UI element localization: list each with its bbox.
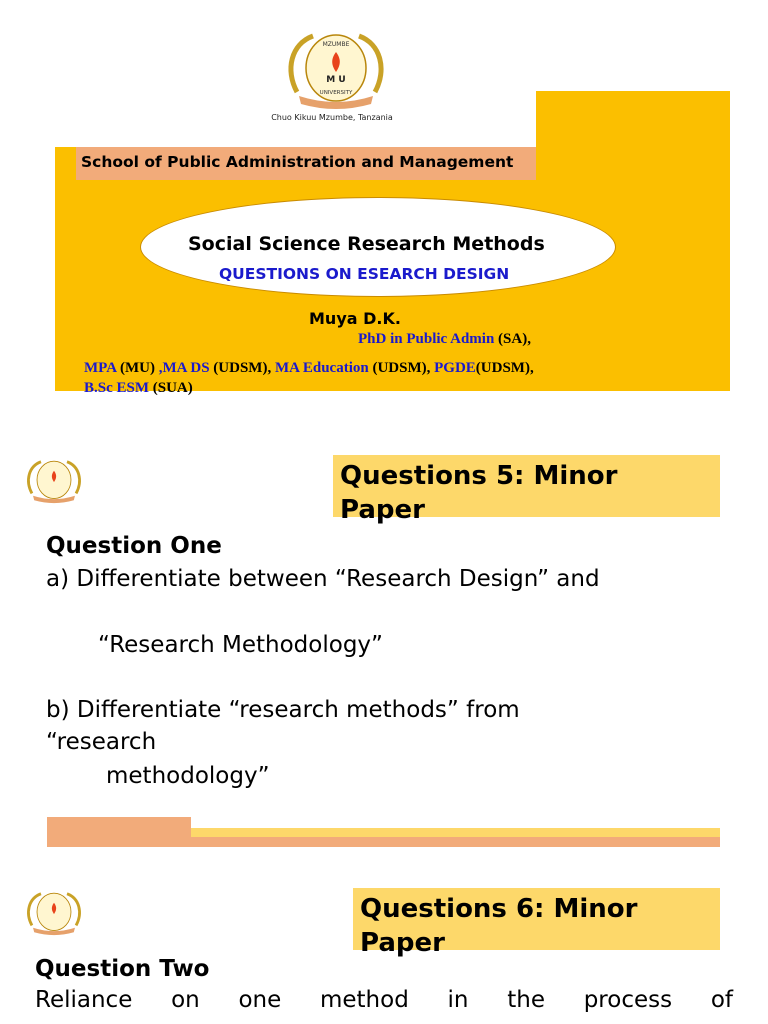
divider-block bbox=[47, 817, 191, 847]
question-text: b) Differentiate “research methods” from bbox=[46, 697, 520, 723]
credential-pgde: PGDE bbox=[434, 360, 476, 376]
credential-inst: (UDSM), bbox=[475, 360, 534, 376]
banner-tab bbox=[536, 91, 730, 151]
credential-inst: (SUA) bbox=[149, 380, 193, 396]
credential-maedu: MA Education bbox=[274, 360, 369, 376]
author-name: Muya D.K. bbox=[309, 309, 401, 328]
divider-stripe bbox=[191, 828, 720, 837]
university-caption: Chuo Kikuu Mzumbe, Tanzania bbox=[271, 113, 393, 122]
question-text: “research bbox=[46, 729, 157, 755]
credential-inst: (UDSM), bbox=[209, 360, 275, 376]
question-heading: Question Two bbox=[35, 956, 210, 982]
question-text: methodology” bbox=[106, 763, 270, 789]
question-text: Reliance on one method in the process of bbox=[35, 987, 733, 1013]
credentials-line-2 bbox=[84, 360, 534, 377]
university-logo-small bbox=[24, 884, 84, 942]
university-logo-small bbox=[24, 452, 84, 510]
credential-phd: PhD in Public Admin bbox=[358, 331, 495, 347]
credential-inst: (UDSM), bbox=[368, 360, 435, 376]
credential-mads: ,MA DS bbox=[158, 360, 210, 376]
slide-title: Questions 6: Minor Paper bbox=[360, 894, 638, 958]
question-heading: Question One bbox=[46, 533, 222, 559]
question-text: “Research Methodology” bbox=[98, 632, 383, 658]
svg-text:UNIVERSITY: UNIVERSITY bbox=[319, 90, 353, 96]
credentials-line-1 bbox=[358, 331, 531, 348]
credential-mpa: MPA bbox=[84, 360, 117, 376]
divider-stripe bbox=[191, 837, 720, 847]
slide-title: Questions 5: Minor Paper bbox=[340, 461, 618, 525]
course-title: Social Science Research Methods bbox=[188, 233, 545, 255]
credential-inst: (MU) bbox=[116, 360, 159, 376]
svg-text:MZUMBE: MZUMBE bbox=[322, 41, 350, 48]
credential-inst: (SA), bbox=[494, 331, 531, 347]
school-title: School of Public Administration and Management bbox=[81, 153, 514, 171]
course-subtitle: QUESTIONS ON ESEARCH DESIGN bbox=[219, 265, 510, 283]
credentials-line-3 bbox=[84, 380, 193, 397]
credential-bsc: B.Sc ESM bbox=[84, 380, 150, 396]
svg-text:M U: M U bbox=[326, 75, 346, 85]
university-logo bbox=[283, 30, 389, 110]
question-text: a) Differentiate between “Research Design” and bbox=[46, 566, 600, 592]
